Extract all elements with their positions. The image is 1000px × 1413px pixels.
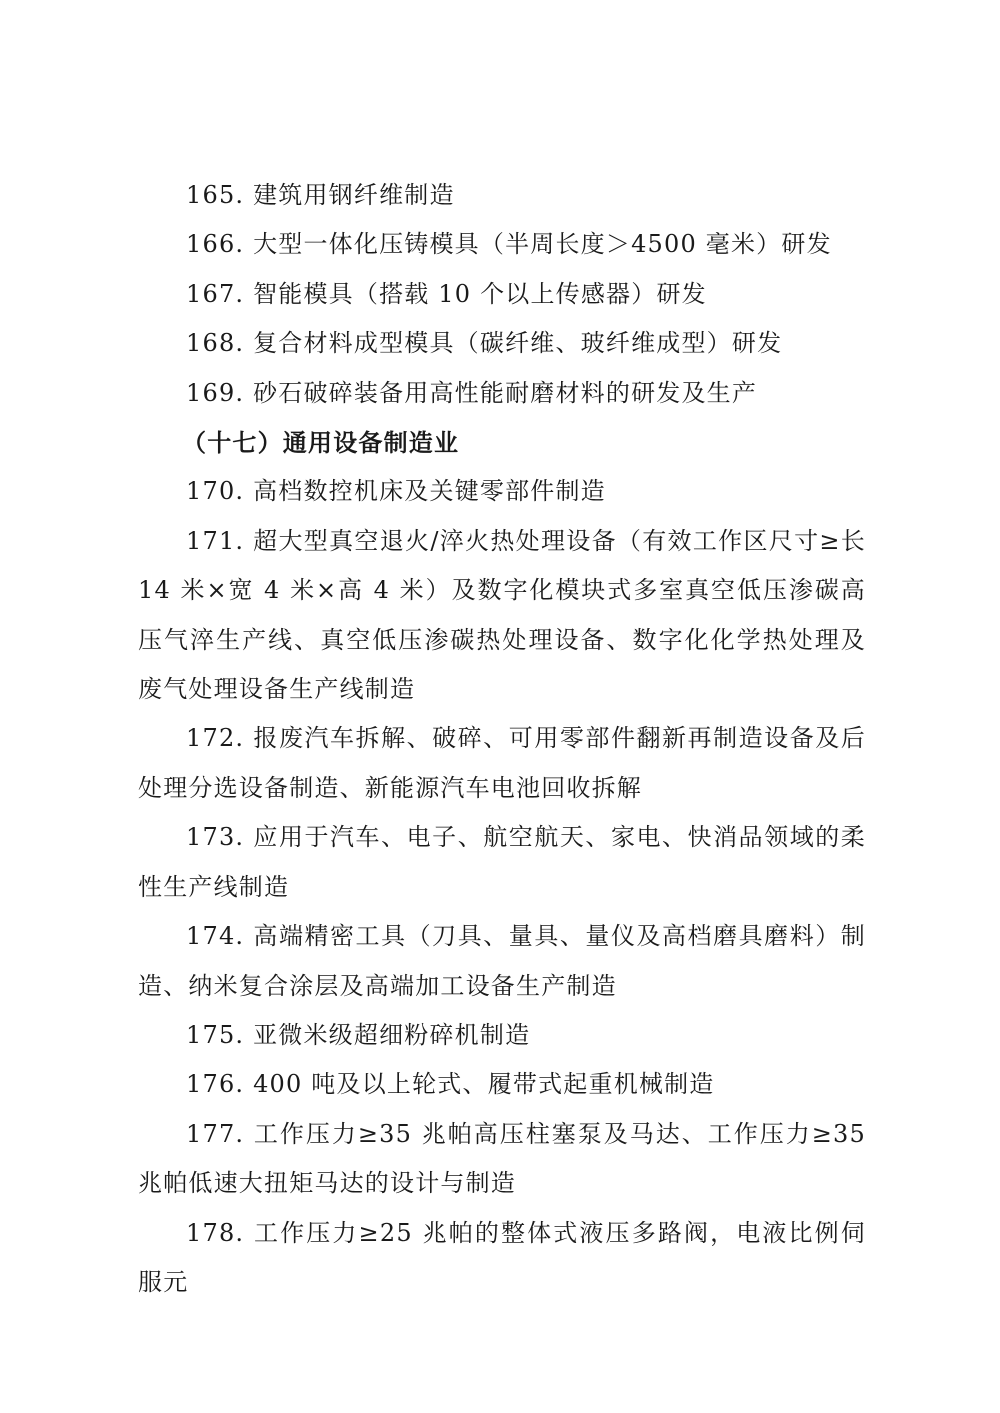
item-168: 168. 复合材料成型模具（碳纤维、玻纤维成型）研发 <box>186 329 783 358</box>
item-177: 177. 工作压力≥35 兆帕高压柱塞泵及马达、工作压力≥35 兆帕低速大扭矩马达的设计与制造 <box>138 1119 866 1198</box>
item-166: 166. 大型一体化压铸模具（半周长度＞4500 毫米）研发 <box>186 230 832 259</box>
section-heading-17: （十七）通用设备制造业 <box>182 428 460 458</box>
item-169: 169. 砂石破碎装备用高性能耐磨材料的研发及生产 <box>186 378 758 407</box>
item-172: 172. 报废汽车拆解、破碎、可用零部件翻新再制造设备及后处理分选设备制造、新能源汽车电池回收拆解 <box>138 724 866 802</box>
item-171: 171. 超大型真空退火/淬火热处理设备（有效工作区尺寸≥长 14 米×宽 4 米×高 4 米）及数字化模块式多室真空低压渗碳高压气淬生产线、真空低压渗碳热处理设备、数字化化学热处理及废气处理设备生产线制造 <box>138 526 866 704</box>
item-178: 178. 工作压力≥25 兆帕的整体式液压多路阀，电液比例伺服元 <box>138 1218 866 1296</box>
document-body <box>138 171 866 1307</box>
item-175: 175. 亚微米级超细粉碎机制造 <box>186 1020 531 1049</box>
item-167: 167. 智能模具（搭载 10 个以上传感器）研发 <box>186 279 707 308</box>
item-170: 170. 高档数控机床及关键零部件制造 <box>186 477 606 506</box>
item-176: 176. 400 吨及以上轮式、履带式起重机械制造 <box>186 1070 715 1099</box>
item-174: 174. 高端精密工具（刀具、量具、量仪及高档磨具磨料）制造、纳米复合涂层及高端加工设备生产制造 <box>138 922 866 1000</box>
item-173: 173. 应用于汽车、电子、航空航天、家电、快消品领域的柔性生产线制造 <box>138 823 866 901</box>
item-165: 165. 建筑用钢纤维制造 <box>186 181 455 209</box>
